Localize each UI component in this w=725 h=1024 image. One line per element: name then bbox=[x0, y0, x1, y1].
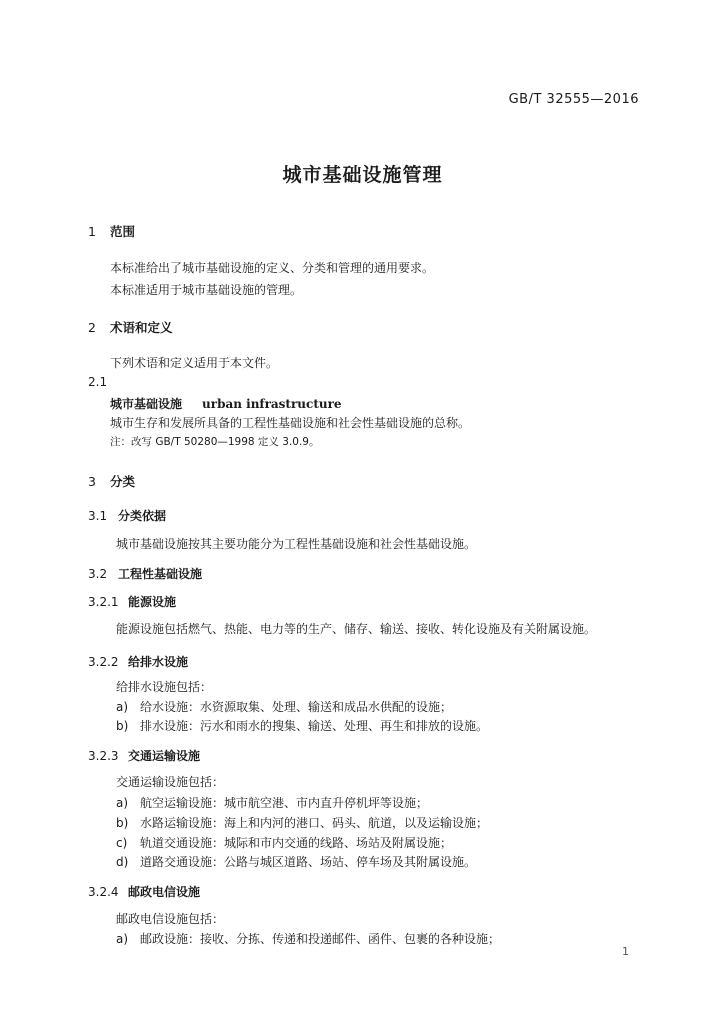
list-item bbox=[116, 698, 452, 715]
section-number: 1 bbox=[88, 224, 96, 239]
list-marker: a) bbox=[116, 796, 129, 810]
section-title: 给排水设施 bbox=[128, 655, 189, 669]
section-1-heading bbox=[88, 222, 135, 240]
section-title: 邮政电信设施 bbox=[128, 885, 201, 899]
list-text: 水路运输设施：海上和内河的港口、码头、航道，以及运输设施； bbox=[140, 816, 489, 830]
list-text: 给水设施：水资源取集、处理、输送和成品水供配的设施； bbox=[140, 700, 453, 714]
list-text: 道路交通设施：公路与城区道路、场站、停车场及其附属设施。 bbox=[140, 855, 477, 869]
section-title: 交通运输设施 bbox=[128, 749, 201, 763]
section-number: 3.2 bbox=[88, 567, 108, 581]
section-title: 分类 bbox=[110, 474, 136, 489]
list-item bbox=[116, 717, 488, 734]
list-marker: a) bbox=[116, 700, 129, 714]
document-title: 城市基础设施管理 bbox=[282, 164, 443, 186]
section-title: 术语和定义 bbox=[110, 320, 173, 335]
list-text: 排水设施：污水和雨水的搜集、输送、处理、再生和排放的设施。 bbox=[140, 719, 489, 733]
paragraph: 本标准给出了城市基础设施的定义、分类和管理的通用要求。 bbox=[110, 261, 435, 275]
section-number: 3.2.3 bbox=[88, 749, 119, 763]
section-number: 3.1 bbox=[88, 509, 108, 523]
list-text: 航空运输设施：城市航空港、市内直升停机坪等设施； bbox=[140, 796, 429, 810]
list-marker: a) bbox=[116, 932, 129, 946]
list-item bbox=[116, 814, 488, 831]
clause-number: 2.1 bbox=[88, 375, 108, 389]
section-title: 工程性基础设施 bbox=[118, 567, 203, 581]
list-text: 轨道交通设施：城际和市内交通的线路、场站及附属设施； bbox=[140, 836, 453, 850]
subsection-3-2-3-heading bbox=[88, 747, 200, 764]
list-marker: c) bbox=[116, 836, 128, 850]
paragraph: 交通运输设施包括： bbox=[116, 775, 225, 789]
section-number: 3 bbox=[88, 474, 96, 489]
section-number: 2 bbox=[88, 320, 96, 335]
subsection-3-2-1-heading bbox=[88, 593, 176, 610]
standard-code: GB/T 32555—2016 bbox=[508, 92, 639, 107]
list-marker: b) bbox=[116, 719, 129, 733]
term-definition: 城市生存和发展所具备的工程性基础设施和社会性基础设施的总称。 bbox=[110, 416, 471, 430]
term-note: 注：改写 GB/T 50280—1998 定义 3.0.9。 bbox=[110, 436, 320, 448]
subsection-3-1-heading bbox=[88, 507, 166, 524]
list-item bbox=[116, 930, 500, 947]
subsection-3-2-2-heading bbox=[88, 653, 188, 670]
section-number: 3.2.4 bbox=[88, 885, 119, 899]
list-item bbox=[116, 853, 476, 870]
list-marker: d) bbox=[116, 855, 129, 869]
list-marker: b) bbox=[116, 816, 129, 830]
list-text: 邮政设施：接收、分拣、传递和投递邮件、函件、包裹的各种设施； bbox=[140, 932, 501, 946]
term-english: urban infrastructure bbox=[202, 397, 342, 411]
paragraph: 邮政电信设施包括： bbox=[116, 912, 225, 926]
section-number: 3.2.2 bbox=[88, 655, 119, 669]
term-chinese: 城市基础设施 bbox=[110, 397, 183, 411]
list-item bbox=[116, 834, 452, 851]
section-title: 能源设施 bbox=[128, 595, 177, 609]
page-number: 1 bbox=[622, 945, 629, 958]
subsection-3-2-4-heading bbox=[88, 883, 200, 900]
paragraph: 下列术语和定义适用于本文件。 bbox=[110, 356, 279, 370]
section-3-heading bbox=[88, 472, 135, 490]
paragraph: 给排水设施包括： bbox=[116, 680, 213, 694]
subsection-3-2-heading bbox=[88, 565, 202, 582]
list-item bbox=[116, 794, 428, 811]
paragraph: 能源设施包括燃气、热能、电力等的生产、储存、输送、接收、转化设施及有关附属设施。 bbox=[116, 622, 597, 636]
section-title: 范围 bbox=[110, 224, 136, 239]
section-title: 分类依据 bbox=[118, 509, 167, 523]
paragraph: 城市基础设施按其主要功能分为工程性基础设施和社会性基础设施。 bbox=[116, 537, 477, 551]
section-number: 3.2.1 bbox=[88, 595, 119, 609]
section-2-heading bbox=[88, 318, 173, 336]
term-entry bbox=[110, 395, 342, 412]
paragraph: 本标准适用于城市基础设施的管理。 bbox=[110, 283, 303, 297]
